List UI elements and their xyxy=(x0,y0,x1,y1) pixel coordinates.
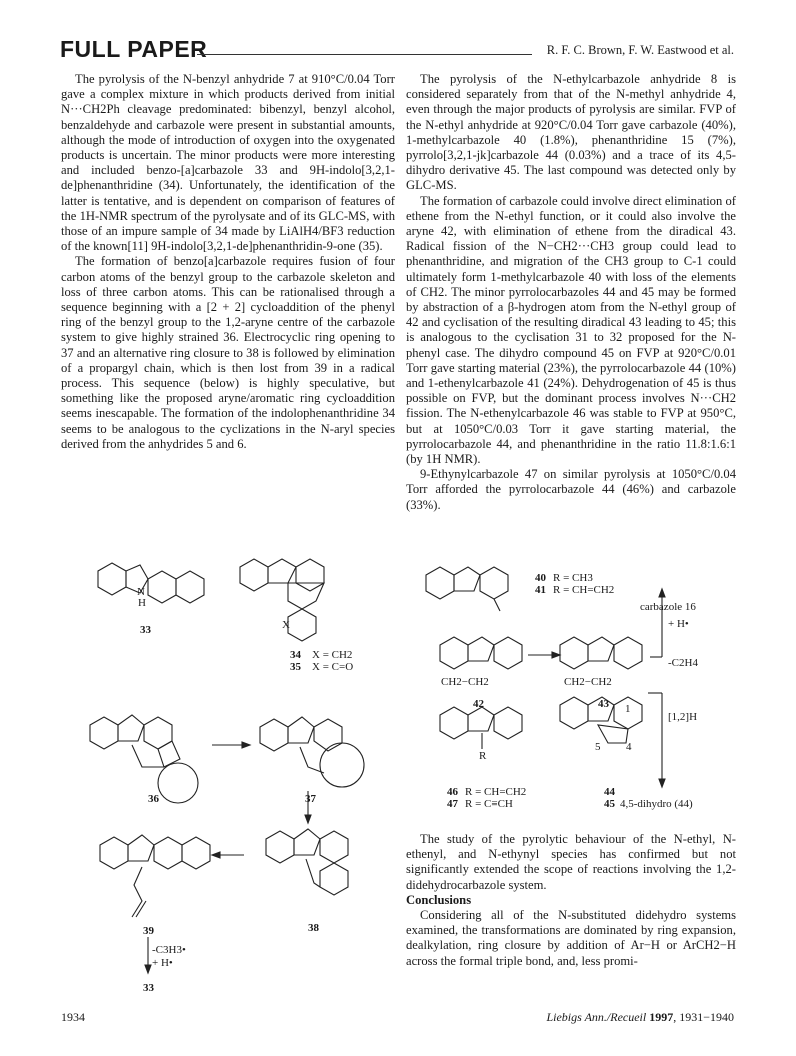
reaction-condition: [1,2]H xyxy=(668,711,698,723)
arrow-head xyxy=(305,815,311,823)
benzene-ring xyxy=(176,571,204,603)
product-label: carbazole 16 xyxy=(640,601,696,613)
compound-label-38: 38 xyxy=(308,922,319,934)
journal-year: 1997 xyxy=(649,1010,674,1024)
substituent-label: CH2−CH2 xyxy=(564,676,612,688)
arrow-head xyxy=(659,589,665,597)
journal-pages: , 1931−1940 xyxy=(673,1010,734,1024)
pyrrole-ring xyxy=(288,717,314,743)
reaction-condition: -C2H4 xyxy=(668,657,698,669)
paragraph: The formation of benzo[a]carbazole requires fusion of four carbon atoms of the benzyl group to the carbazole skeleton and loss of three carbon atoms. This can be rationalised through a sequence beginning with a [2 + 2] cycloaddition of the phenyl ring of the benzyl group to the 1,2-aryne centre of the carbazole system to give highly strained 36. Electrocyclic ring opening to 37 and an alternative ring closure to 38 is followed by elimination of a propargyl chain, which is then lost from 39 in a radical process. This sequence (below) is highly speculative, but something like the proposed aryne/aromatic ring cycloaddition seems inescapable. The formation of the indolophenanthridine 34 seems to be analogous to the cyclizations in the N-aryl species derived from the anhydrides 5 and 6. xyxy=(61,254,395,451)
reaction-condition: + H• xyxy=(668,618,689,630)
benzene-ring xyxy=(144,717,172,749)
left-reaction-scheme xyxy=(60,545,400,1000)
benzene-ring xyxy=(440,637,468,669)
eight-ring xyxy=(320,743,364,787)
conclusions-heading: Conclusions xyxy=(406,892,472,907)
benzene-ring xyxy=(320,831,348,863)
paragraph: The pyrolysis of the N-ethylcarbazole anhydride 8 is considered separately from that of the N-methyl anhydride 4, even through the major products of pyrolysis are similar. FVP of the N-ethyl anhydride at 920°C/0.04 Torr gave carbazole (40%), 1-methylcarbazole 40 (1.8%), phenanthridine 15 (7%), pyrrolo[3,2,1-jk]carbazole 44 (0.03%) and a trace of its 4,5-dihydro derivative 45. The last compound was detected only by GLC-MS. xyxy=(406,72,736,193)
pyrrole-ring xyxy=(468,707,494,731)
compound-label-35: 35 xyxy=(290,661,301,673)
compound-label-44: 44 xyxy=(604,786,615,798)
pyrrole-ring xyxy=(468,637,494,661)
reaction-condition: + H• xyxy=(152,957,173,969)
compound-label-40: 40 xyxy=(535,572,546,584)
cyclohexadiene-ring xyxy=(158,763,198,803)
atom-label: R xyxy=(479,750,487,762)
benzene-ring xyxy=(426,567,454,599)
compound-label-41: 41 xyxy=(535,584,546,596)
section-title: FULL PAPER xyxy=(60,36,208,62)
compound-label-37: 37 xyxy=(305,793,316,805)
pyrrole-ring xyxy=(598,725,628,743)
benzene-ring xyxy=(98,563,126,595)
compound-label-39: 39 xyxy=(143,925,154,937)
benzene-ring xyxy=(288,609,316,641)
ch2-bridge xyxy=(306,859,320,887)
pyrrole-ring xyxy=(118,715,144,741)
compound-label-47: 47 xyxy=(447,798,458,810)
atom-label: X xyxy=(282,619,290,631)
benzene-ring xyxy=(614,637,642,669)
benzene-ring xyxy=(240,559,268,591)
paragraph: 9-Ethynylcarbazole 47 on similar pyrolysis at 1050°C/0.04 Torr afforded the pyrrolocarbazole 44 (46%) and carbazole (33%). xyxy=(406,467,736,512)
pyrrole-ring xyxy=(454,567,480,591)
page-number: 1934 xyxy=(61,1010,85,1024)
paragraph: The pyrolysis of the N-benzyl anhydride 7 at 910°C/0.04 Torr gave a complex mixture in which products derived from initial N···CH2Ph cleavage predominated: bibenzyl, benzyl alcohol, benzaldehyde and carbazole were present in substantial amounts, although the mode of introduction of oxygen into the oxygenated products is uncertain. The minor products were more interesting and included benzo-[a]carbazole 33 and 9H-indolo[3,2,1-de]phenanthridine (34). Unfortunately, the identification of the latter is tentative, and is dependent on comparison of features of the 1H-NMR spectrum of the pyrolysate and of its GLC-MS, with those of an impure sample of 34 made by LiAlH4/BF3 reduction of the known[11] 9H-indolo[3,2,1-de]phenanthridin-9-one (35). xyxy=(61,72,395,254)
benzene-ring xyxy=(296,559,324,591)
journal-citation xyxy=(546,1010,734,1025)
benzene-ring xyxy=(100,837,128,869)
benzene-ring xyxy=(90,717,118,749)
pyrrole-ring xyxy=(128,835,154,861)
atom-label: H xyxy=(138,597,146,609)
propargyl-chain xyxy=(132,867,146,917)
arrow-head xyxy=(212,852,220,858)
journal-name: Liebigs Ann./Recueil xyxy=(546,1010,647,1024)
compound-definition: R = CH=CH2 xyxy=(553,584,615,596)
compound-label-36: 36 xyxy=(148,793,159,805)
position-label: 1 xyxy=(625,703,631,715)
compound-definition: X = CH2 xyxy=(312,649,353,661)
right-column-text xyxy=(406,72,736,513)
benzene-ring xyxy=(494,707,522,739)
compound-label-42: 42 xyxy=(473,698,484,710)
pyrrole-ring xyxy=(294,829,320,855)
pyrrole-ring xyxy=(588,637,614,661)
pyrrole-ring xyxy=(268,559,296,583)
arrow-head xyxy=(242,742,250,748)
benzene-ring xyxy=(440,707,468,739)
compound-definition: X = C=O xyxy=(312,661,354,673)
compound-label-33: 33 xyxy=(140,624,151,636)
compound-label-46: 46 xyxy=(447,786,458,798)
six-ring xyxy=(288,583,324,609)
position-label: 5 xyxy=(595,741,601,753)
benzene-ring xyxy=(480,567,508,599)
arrow-head xyxy=(552,652,560,658)
compound-definition: R = CH3 xyxy=(553,572,593,584)
benzene-ring xyxy=(266,831,294,863)
compound-label-34: 34 xyxy=(290,649,301,661)
compound-label-33: 33 xyxy=(143,982,154,994)
atom-label: N xyxy=(137,586,145,598)
header-rule xyxy=(197,54,532,55)
benzene-ring xyxy=(560,697,588,729)
arrow-head xyxy=(145,965,151,973)
left-column-text xyxy=(61,72,395,452)
compound-definition: R = CH=CH2 xyxy=(465,786,527,798)
benzene-ring xyxy=(494,637,522,669)
six-ring xyxy=(320,863,348,895)
right-column-continuation xyxy=(406,832,736,969)
position-label: 4 xyxy=(626,741,632,753)
arrow-head xyxy=(659,779,665,787)
substituent-label: CH2−CH2 xyxy=(441,676,489,688)
benzene-ring xyxy=(560,637,588,669)
benzene-ring xyxy=(314,719,342,751)
paragraph: Considering all of the N-substituted didehydro systems examined, the transformations are dominated by ring expansion, dealkylation, ring closure by addition of Ar−H or ArCH2−H across the formal triple bond, and, less promi- xyxy=(406,908,736,968)
benzene-ring xyxy=(260,719,288,751)
compound-label-43: 43 xyxy=(598,698,609,710)
paragraph: The study of the pyrolytic behaviour of the N-ethyl, N-ethenyl, and N-ethynyl species has confirmed but not significantly extended the scope of reactions involving the 1,2-didehydrocarbazole system. xyxy=(406,832,736,892)
compound-definition: 4,5-dihydro (44) xyxy=(620,798,693,810)
benzene-ring xyxy=(154,837,182,869)
header-authors: R. F. C. Brown, F. W. Eastwood et al. xyxy=(546,43,734,57)
benzene-ring xyxy=(182,837,210,869)
compound-definition: R = C≡CH xyxy=(465,798,513,810)
paragraph: The formation of carbazole could involve direct elimination of ethene from the N-ethyl function, or it could also involve the aryne 42, with elimination of ethene from the diradical 43. Radical fission of the N−CH2···CH3 group could lead to phenanthridine, and migration of the CH3 group to C-1 could ultimately form 1-methylcarbazole 40 with loss of the elements of CH2. The minor pyrrolocarbazoles 44 and 45 may be formed by abstraction of a β-hydrogen atom from the N-ethyl group of 42 and cyclisation of the resulting diradical 43 leading to 45; this is analogous to the cyclisation 31 to 32 proposed for the N-phenyl case. The dihydro compound 45 on FVP at 920°C/0.01 Torr gave starting material (23%), the pyrrolocarbazole 44 (10%) and 1-ethenylcarbazole 41 (24%). Dehydrogenation of 45 is thus possible on FVP, but the dominant process involves N···CH2 fission. The N-ethenylcarbazole 46 was stable to FVP at 950°C, but at 1050°C/0.03 Torr it gave starting material, the pyrrolocarbazole 44, and phenanthridine in the ratio 11.8:1.6:1 (by 1H NMR). xyxy=(406,193,736,467)
compound-label-45: 45 xyxy=(604,798,615,810)
reaction-condition: -C3H3• xyxy=(152,944,186,956)
benzene-ring xyxy=(148,571,176,603)
